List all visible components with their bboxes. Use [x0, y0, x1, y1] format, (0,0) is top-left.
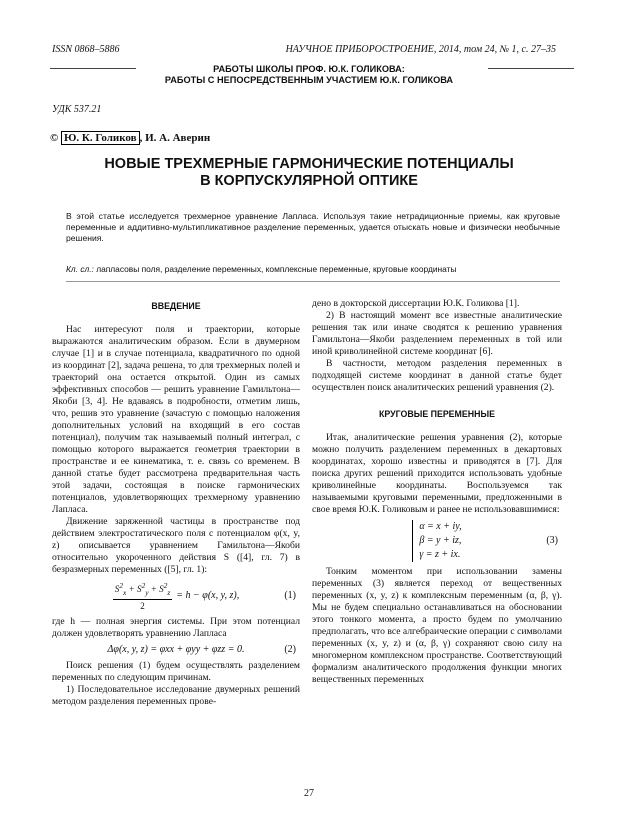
equation-1-rhs: = h − φ(x, y, z),: [176, 589, 240, 601]
equation-2-label: (2): [284, 643, 296, 655]
right-column: [312, 298, 562, 686]
paper-title-line2: В КОРПУСКУЛЯРНОЙ ОПТИКЕ: [200, 173, 418, 189]
equation-3-label: (3): [546, 535, 558, 546]
keywords: [66, 264, 456, 274]
journal-issn: ISSN 0868–5886: [52, 44, 120, 55]
equation-3-gamma: γ = z + ix.: [419, 549, 461, 560]
paragraph: Тонким моментом при использовании замены переменных (3) является переход от вещественных переменных (x, y, z) к комплексным переменным (α, β, γ). Мы не будем специально останавливаться на обосновании этого тонкого момента, а просто будем по умолчанию предполагать, что все алгебраические операции с символами переменных (x, y, z) и (α, β, γ) сохраняют свою силу на многомерном комплексном пространстве. Соответствующий формализм аналитического продолжения функции многих вещественных переменных: [312, 566, 562, 685]
paragraph: Движение заряженной частицы в пространстве под действием электростатического поля с потенциалом φ(x, y, z) описывается уравнением Гамильтона—Якоби относительно укороченного действия S ([4], гл. 7) в безразмерных переменных ([5], гл. 1):: [52, 516, 300, 575]
paragraph: 1) Последовательное исследование двумерных решений методом разделения переменных прове-: [52, 683, 300, 707]
divider: [66, 281, 560, 282]
paper-title: [0, 156, 618, 190]
equation-2-body: Δφ(x, y, z) = φxx + φyy + φzz = 0.: [107, 643, 245, 655]
equation-1-denominator: 2: [140, 600, 145, 611]
journal-citation: НАУЧНОЕ ПРИБОРОСТРОЕНИЕ, 2014, том 24, № 1, с. 27–35: [285, 44, 556, 55]
equation-3: [312, 520, 562, 562]
copyright-icon: ©: [50, 132, 59, 144]
equation-1-numerator: $S^2_x + S^2_y + S^2_z$: [113, 580, 173, 600]
page-number: 27: [304, 788, 314, 799]
equation-1-s: S: [114, 584, 120, 594]
equation-3-beta: β = y + iz,: [419, 535, 462, 546]
paragraph: где h — полная энергия системы. При этом потенциал должен удовлетворять уравнению Лапласа: [52, 615, 300, 639]
paragraph: дено в докторской диссертации Ю.К. Голикова [1].: [312, 298, 520, 309]
paper-title-line1: НОВЫЕ ТРЕХМЕРНЫЕ ГАРМОНИЧЕСКИЕ ПОТЕНЦИАЛЫ: [104, 156, 514, 172]
equation-3-system: [412, 520, 461, 562]
section-banner-line1: РАБОТЫ ШКОЛЫ ПРОФ. Ю.К. ГОЛИКОВА:: [213, 64, 405, 74]
equation-1: [52, 580, 300, 612]
keywords-label: Кл. сл.:: [66, 264, 94, 274]
keywords-text: лапласовы поля, разделение переменных, комплексные переменные, круговые координаты: [96, 264, 457, 274]
author-golikov[interactable]: Ю. К. Голиков: [61, 131, 140, 145]
equation-1-label: (1): [284, 589, 296, 601]
abstract: В этой статье исследуется трехмерное уравнение Лапласа. Используя такие нетрадиционные приемы, как круговые переменные и аддитивно-мультипликативное разделение переменных, удается отыскать новые и физически необычные решения.: [66, 211, 560, 243]
section-heading-circular: КРУГОВЫЕ ПЕРЕМЕННЫЕ: [379, 409, 495, 419]
paragraph: Нас интересуют поля и траектории, которые выражаются аналитическим образом. Если в двумерном случае [1] и в случае потенциала, квадратичного по одной из координат [2], задача решена, то для трехмерных полей и траекторий она остается открытой. Один из самых эффективных способов — решить уравнение Гамильтона—Якоби [3, 4]. Не вдаваясь в подробности, отметим лишь, что, решив это уравнение (зачастую с помощью наложения дополнительных условий на входящий в его состав потенциал), получим так называемый полный интеграл, с помощью которого выражается геометрия траектории в пространстве и ее кинематика, т. е. связь со временем. В данной статье будет рассмотрена предварительная часть этой задачи, состоящая в поиске гармонических потенциалов, удовлетворяющих трехмерному уравнению Лапласа.: [52, 324, 300, 515]
paragraph: Итак, аналитические решения уравнения (2), которые можно получить разделением переменных в декартовых координатах, хорошо известны и приводятся в [7]. Для поиска других решений приходится использовать удобные криволинейные координаты. Воспользуемся так называемыми круговыми переменными, предложенными в свое время Ю.К. Голиковым и ранее не использовавшимися:: [312, 432, 562, 515]
paragraph: 2) В настоящий момент все известные аналитические решения так или иначе сводятся к решению уравнения Гамильтона—Якоби разделением переменных в той или иной криволинейной системе координат [6].: [312, 310, 562, 357]
section-banner: [0, 64, 618, 86]
udk-code: УДК 537.21: [52, 104, 102, 115]
left-column: [52, 300, 300, 708]
equation-2: [52, 644, 300, 656]
authors: [50, 132, 210, 144]
section-heading-intro: ВВЕДЕНИЕ: [151, 301, 201, 311]
section-banner-line2: РАБОТЫ С НЕПОСРЕДСТВЕННЫМ УЧАСТИЕМ Ю.К. ГОЛИКОВА: [164, 75, 454, 85]
paragraph: В частности, методом разделения переменных в подходящей системе координат в данной статье будет осуществлен поиск аналитических решений уравнения (2).: [312, 358, 562, 393]
equation-3-alpha: α = x + iy,: [419, 521, 462, 532]
paragraph: Поиск решения (1) будем осуществлять разделением переменных по следующим причинам.: [52, 659, 300, 683]
author-averin: , И. А. Аверин: [139, 132, 211, 144]
equation-1-fraction: [113, 580, 173, 612]
